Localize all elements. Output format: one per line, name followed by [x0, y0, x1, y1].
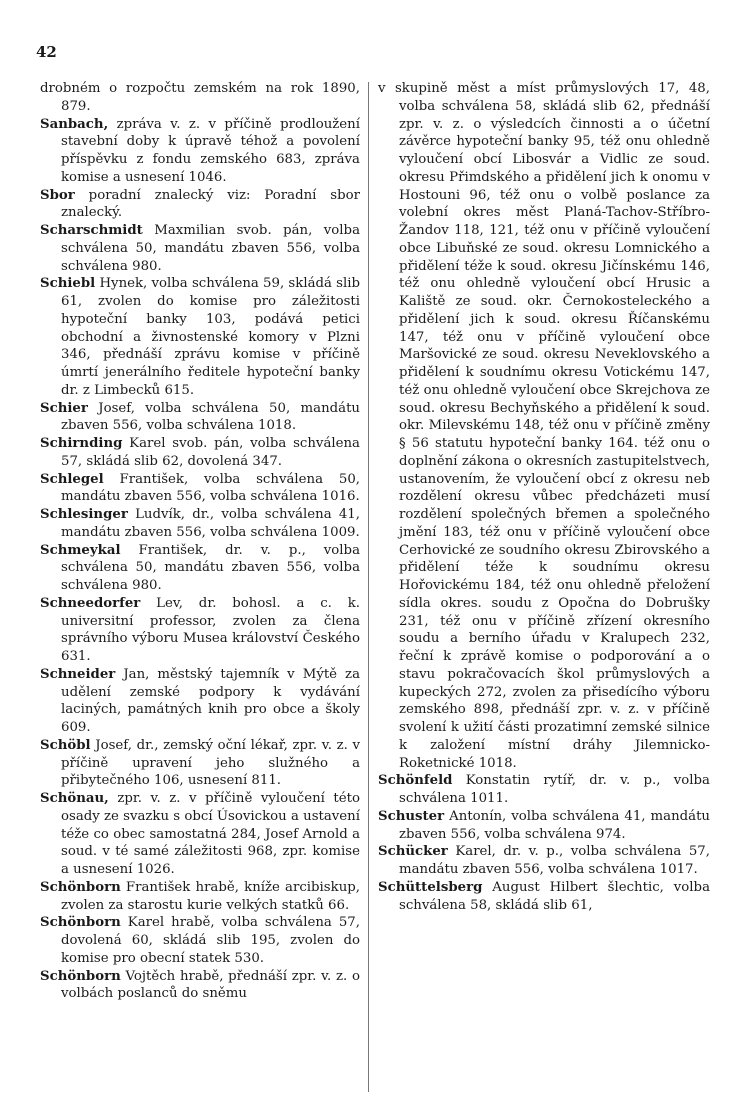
entry-heading: Schneedorfer — [40, 595, 141, 611]
entry-heading: Schönborn — [40, 879, 121, 895]
entry-text: František, dr. v. p., volba schválena 50, mandátu zbaven 556, volba schválena 980. — [61, 542, 360, 593]
entry-heading: Schüttelsberg — [378, 879, 483, 895]
entry-text: František, volba schválena 50, mandátu zbaven 556, volba schválena 1016. — [61, 471, 360, 505]
index-entry — [40, 435, 360, 471]
index-entry — [40, 471, 360, 507]
entry-text: Hynek, volba schválena 59, skládá slib 61, zvolen do komise pro záležitosti hypoteční banky 103, podává petici obchodní a živnostenské komory v Plzni 346, přednáší zprávu komise v příčině úmrtí jenerálního ředitele hypoteční banky dr. z Limbecků 615. — [61, 276, 361, 398]
entry-heading: Schönborn — [40, 915, 121, 931]
index-column-left — [40, 80, 360, 1003]
index-entry — [40, 80, 360, 116]
entry-text: Karel svob. pán, volba schválena 57, skládá slib 62, dovolená 347. — [61, 436, 360, 469]
entry-text: zpr. v. z. v příčině vyloučení této osady ze svazku s obcí Úsovickou a ustavení téže co obec samostatná 284, Josef Arnold a soud. v té samé záležitosti 968, zpr. komise a usnesení 1026. — [61, 791, 360, 877]
index-entry — [40, 400, 360, 436]
entry-text: zpráva v. z. v příčině prodloužení stavební doby k úpravě téhož a povolení příspěvku z fondu zemského 683, zpráva komise a usnesení 1046. — [61, 116, 360, 185]
entry-heading: Schuster — [378, 808, 445, 824]
index-entry — [40, 222, 360, 275]
index-entry — [40, 595, 360, 666]
index-entry — [40, 666, 360, 737]
entry-heading: Schönborn — [40, 968, 121, 984]
index-entry — [40, 968, 360, 1004]
entry-text: Vojtěch hrabě, přednáší zpr. v. z. o volbách poslanců do sněmu — [61, 968, 360, 1002]
index-entry — [378, 772, 710, 808]
entry-text: v skupině měst a míst průmyslových 17, 48, volba schválena 58, skládá slib 62, přednáší zpr. v. z. o výsledcích činnosti a o účetní závěrce hypoteční banky 95, též onu ohledně vyloučení obcí Libosvár a Vidlic ze soud. okresu Přimdského a přidělení jich k onomu v Hostouni 96, též onu o volbě poslance za volební okres měst Planá-Tachov-Stříbro-Žandov 118, 121, též onu v příčině vyloučení obce Libuňské ze soud. okresu Lomnického a přidělení téže k soud. okresu Jičínskému 146, též onu ohledně vyloučení obcí Hrusic a Kaliště ze soud. okr. Černokosteleckého a přidělení jich k soud. okresu Říčanskému 147, též onu v příčině vyloučení obce Maršovické ze soud. okresu Neveklovského a přidělení k soudnímu okresu Votickému 147, též onu ohledně vyloučení obce Skrejchova ze soud. okresu Bechyňského a přidělení k soud. okr. Milevskému 148, též onu v příčině změny § 56 statutu hypoteční banky 164. též onu o doplnění zákona o okresních zastupitelstvech, ustanovením, že vyloučení obcí z okresu neb rozdělení okresu vůbec předcházeti musí rozdělení společných břemen a společného jmění 183, též onu v příčině vyloučení obce Cerhovické ze soudního okresu Zbirovského a přidělení téže k soudnímu okresu Hořovickému 184, též onu ohledně přeložení sídla okres. soudu z Opočna do Dobrušky 231, též onu v příčině zřízení okresního soudu a berního úřadu v Kralupech 232, řeční k zprávě komise o podporování a o stavu pokračovacích škol průmyslových a kupeckých 272, zvolen za přisedícího výboru zemského 898, přednáší zpr. v. z. v příčině svolení k užití části prozatimní zemské silnice k založení místní dráhy Jilemnicko-Roketnické 1018. — [378, 81, 710, 771]
index-entry — [40, 879, 360, 915]
entry-text: August Hilbert šlechtic, volba schválena 58, skládá slib 61, — [399, 879, 710, 913]
entry-heading: Schiebl — [40, 276, 96, 292]
entry-text: poradní znalecký viz: Poradní sbor znalecký. — [61, 187, 360, 221]
entry-text: Karel, dr. v. p., volba schválena 57, mandátu zbaven 556, volba schválena 1017. — [399, 844, 710, 877]
entry-heading: Sbor — [40, 187, 75, 203]
column-divider — [368, 82, 369, 1092]
entry-heading: Schier — [40, 400, 88, 416]
index-entry — [40, 506, 360, 542]
entry-text: Antonín, volba schválena 41, mandátu zbaven 556, volba schválena 974. — [399, 808, 710, 842]
entry-text: Karel hrabě, volba schválena 57, dovolená 60, skládá slib 195, zvolen do komise pro obecní statek 530. — [61, 915, 360, 966]
entry-text: Konstatin rytíř, dr. v. p., volba schválena 1011. — [399, 773, 710, 806]
index-entry — [40, 542, 360, 595]
entry-heading: Schmeykal — [40, 542, 121, 558]
index-entry — [40, 790, 360, 879]
index-entry — [40, 737, 360, 790]
entry-heading: Sanbach, — [40, 116, 109, 132]
entry-text: František hrabě, kníže arcibiskup, zvolen za starostu kurie velkých statků 66. — [61, 879, 360, 913]
index-column-right — [378, 80, 710, 914]
entry-heading: Schneider — [40, 666, 116, 682]
index-entry — [378, 808, 710, 844]
entry-text: Josef, volba schválena 50, mandátu zbaven 556, volba schválena 1018. — [61, 400, 360, 434]
page-number: 42 — [36, 43, 57, 61]
entry-heading: Scharschmidt — [40, 223, 143, 238]
index-entry — [40, 116, 360, 187]
entry-heading: Schlegel — [40, 471, 104, 487]
entry-heading: Schücker — [378, 844, 448, 860]
entry-text: drobném o rozpočtu zemském na rok 1890, 879. — [40, 81, 360, 114]
index-entry — [40, 275, 360, 399]
entry-heading: Schönfeld — [378, 773, 453, 789]
entry-text: Maxmilian svob. pán, volba schválena 50, mandátu zbaven 556, volba schválena 980. — [61, 223, 360, 274]
entry-heading: Schönau, — [40, 791, 109, 806]
entry-text: Ludvík, dr., volba schválena 41, mandátu zbaven 556, volba schválena 1009. — [61, 507, 360, 540]
index-entry — [378, 879, 710, 915]
entry-heading: Schöbl — [40, 737, 91, 753]
entry-text: Jan, městský tajemník v Mýtě za udělení zemské podpory k vydávání laciných, památných knih pro obce a školy 609. — [61, 666, 360, 735]
index-entry — [40, 914, 360, 967]
entry-heading: Schlesinger — [40, 507, 128, 522]
entry-heading: Schirnding — [40, 436, 123, 451]
index-entry — [378, 843, 710, 879]
entry-text: Josef, dr., zemský oční lékař, zpr. v. z. v příčině upravení jeho služného a přibytečného 106, usnesení 811. — [61, 737, 360, 789]
index-entry — [378, 80, 710, 772]
entry-text: Lev, dr. bohosl. a c. k. universitní professor, zvolen za člena správního výboru Musea království Českého 631. — [61, 595, 360, 664]
index-entry — [40, 187, 360, 223]
